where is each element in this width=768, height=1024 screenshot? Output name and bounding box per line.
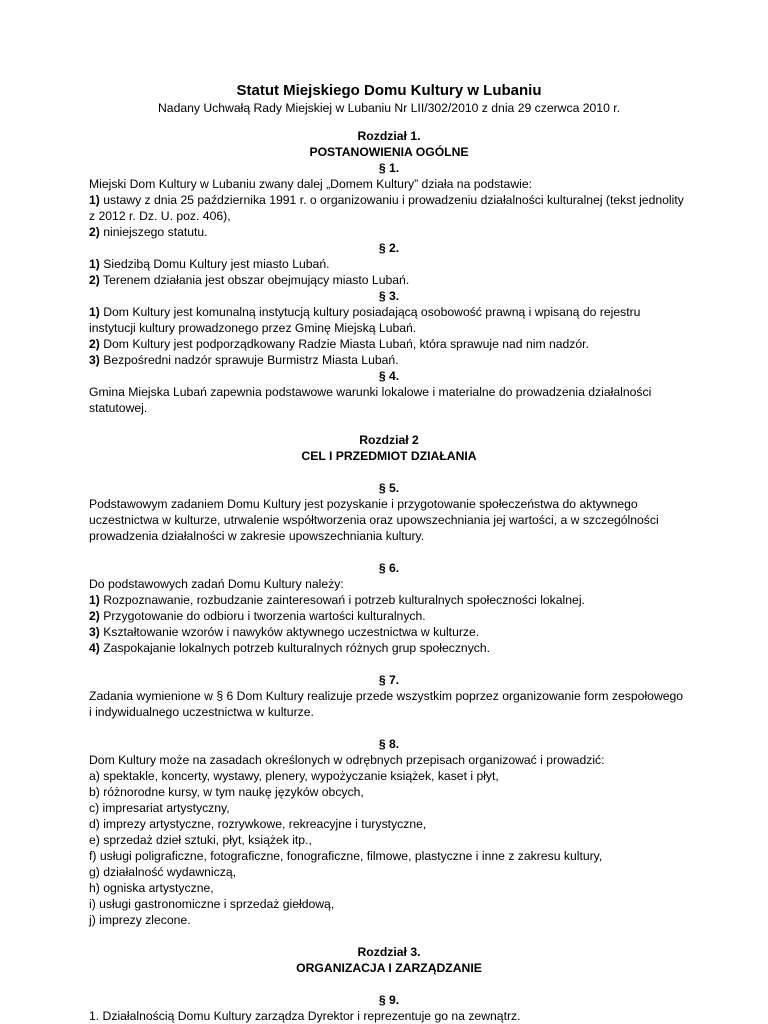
section-2-item-1: 1) Siedzibą Domu Kultury jest miasto Lubań. [89, 257, 330, 271]
section-2-item-2: 2) Terenem działania jest obszar obejmujący miasto Lubań. [89, 273, 410, 287]
section-1-intro: Miejski Dom Kultury w Lubaniu zwany dalej „Domem Kultury” działa na podstawie: [89, 177, 532, 191]
section-3-sign: § 3. [378, 289, 400, 303]
section-8-item: g) działalność wydawniczą, [89, 865, 236, 879]
section-7-text: Zadania wymienione w § 6 Dom Kultury realizuje przede wszystkim poprzez organizowanie form zespołowego i indywidualnego uczestnictwa w kulturze. [89, 689, 684, 719]
section-1-item-2: 2) niniejszego statutu. [89, 225, 208, 239]
section-8-item: d) imprezy artystyczne, rozrywkowe, rekreacyjne i turystyczne, [89, 817, 427, 831]
section-3-item-1: 1) Dom Kultury jest komunalną instytucją kultury posiadającą osobowość prawną i wpisaną do rejestru instytucji kultury prowadzonego przez Gminę Miejską Lubań. [89, 305, 641, 335]
section-6-intro: Do podstawowych zadań Domu Kultury należy: [89, 577, 344, 591]
section-6-item-2: 2) Przygotowanie do odbioru i tworzenia wartości kulturalnych. [89, 609, 426, 623]
section-8-item: a) spektakle, koncerty, wystawy, plenery, wypożyczanie książek, kaset i płyt, [89, 769, 499, 783]
chapter-3-name: ORGANIZACJA I ZARZĄDZANIE [296, 961, 482, 975]
chapter-1-heading: Rozdział 1. [357, 129, 421, 143]
document-page [89, 82, 689, 1024]
section-8-item: i) usługi gastronomiczne i sprzedaż giełdową, [89, 897, 335, 911]
document-title: Statut Miejskiego Domu Kultury w Lubaniu [236, 82, 542, 99]
section-3-item-3: 3) Bezpośredni nadzór sprawuje Burmistrz Miasta Lubań. [89, 353, 399, 367]
section-8-sign: § 8. [378, 737, 400, 751]
section-6-item-3: 3) Kształtowanie wzorów i nawyków aktywnego uczestnictwa w kulturze. [89, 625, 480, 639]
chapter-3-heading: Rozdział 3. [357, 945, 421, 959]
section-2-sign: § 2. [378, 241, 400, 255]
section-8-intro: Dom Kultury może na zasadach określonych w odrębnych przepisach organizować i prowadzić: [89, 753, 605, 767]
section-1-sign: § 1. [378, 161, 400, 175]
section-8-item: f) usługi poligraficzne, fotograficzne, fonograficzne, filmowe, plastyczne i inne z zakresu kultury, [89, 849, 603, 863]
section-6-sign: § 6. [378, 561, 400, 575]
section-5-text: Podstawowym zadaniem Domu Kultury jest pozyskanie i przygotowanie społeczeństwa do aktywnego uczestnictwa w kulturze, utrwalenie współtworzenia oraz upowszechniania jej wartości, a w szczególności prowadzenia działalności w zakresie upowszechniania kultury. [89, 497, 659, 543]
section-8-item: b) różnorodne kursy, w tym naukę języków obcych, [89, 785, 364, 799]
section-8-item: j) imprezy zlecone. [89, 913, 191, 927]
section-9-text: 1. Działalnością Domu Kultury zarządza Dyrektor i reprezentuje go na zewnątrz. [89, 1009, 521, 1023]
section-6-item-1: 1) Rozpoznawanie, rozbudzanie zainteresowań i potrzeb kulturalnych społeczności lokalnej. [89, 593, 585, 607]
section-4-sign: § 4. [378, 369, 400, 383]
document-subtitle: Nadany Uchwałą Rady Miejskiej w Lubaniu Nr LII/302/2010 z dnia 29 czerwca 2010 r. [157, 101, 621, 115]
section-3-item-2: 2) Dom Kultury jest podporządkowany Radzie Miasta Lubań, która sprawuje nad nim nadzór. [89, 337, 589, 351]
section-8-item: e) sprzedaż dzieł sztuki, płyt, książek itp., [89, 833, 312, 847]
section-8-item: h) ogniska artystyczne, [89, 881, 214, 895]
section-9-sign: § 9. [378, 993, 400, 1007]
section-5-sign: § 5. [378, 481, 400, 495]
section-6-item-4: 4) Zaspokajanie lokalnych potrzeb kulturalnych różnych grup społecznych. [89, 641, 491, 655]
section-8-item: c) impresariat artystyczny, [89, 801, 230, 815]
chapter-2-name: CEL I PRZEDMIOT DZIAŁANIA [301, 449, 477, 463]
section-7-sign: § 7. [378, 673, 400, 687]
chapter-1-name: POSTANOWIENIA OGÓLNE [309, 145, 469, 159]
section-4-text: Gmina Miejska Lubań zapewnia podstawowe warunki lokalowe i materialne do prowadzenia działalności statutowej. [89, 385, 652, 415]
section-1-item-1: 1) ustawy z dnia 25 października 1991 r. o organizowaniu i prowadzeniu działalności kulturalnej (tekst jednolity z 2012 r. Dz. U. poz. 406), [89, 193, 684, 223]
chapter-2-heading: Rozdział 2 [359, 433, 419, 447]
